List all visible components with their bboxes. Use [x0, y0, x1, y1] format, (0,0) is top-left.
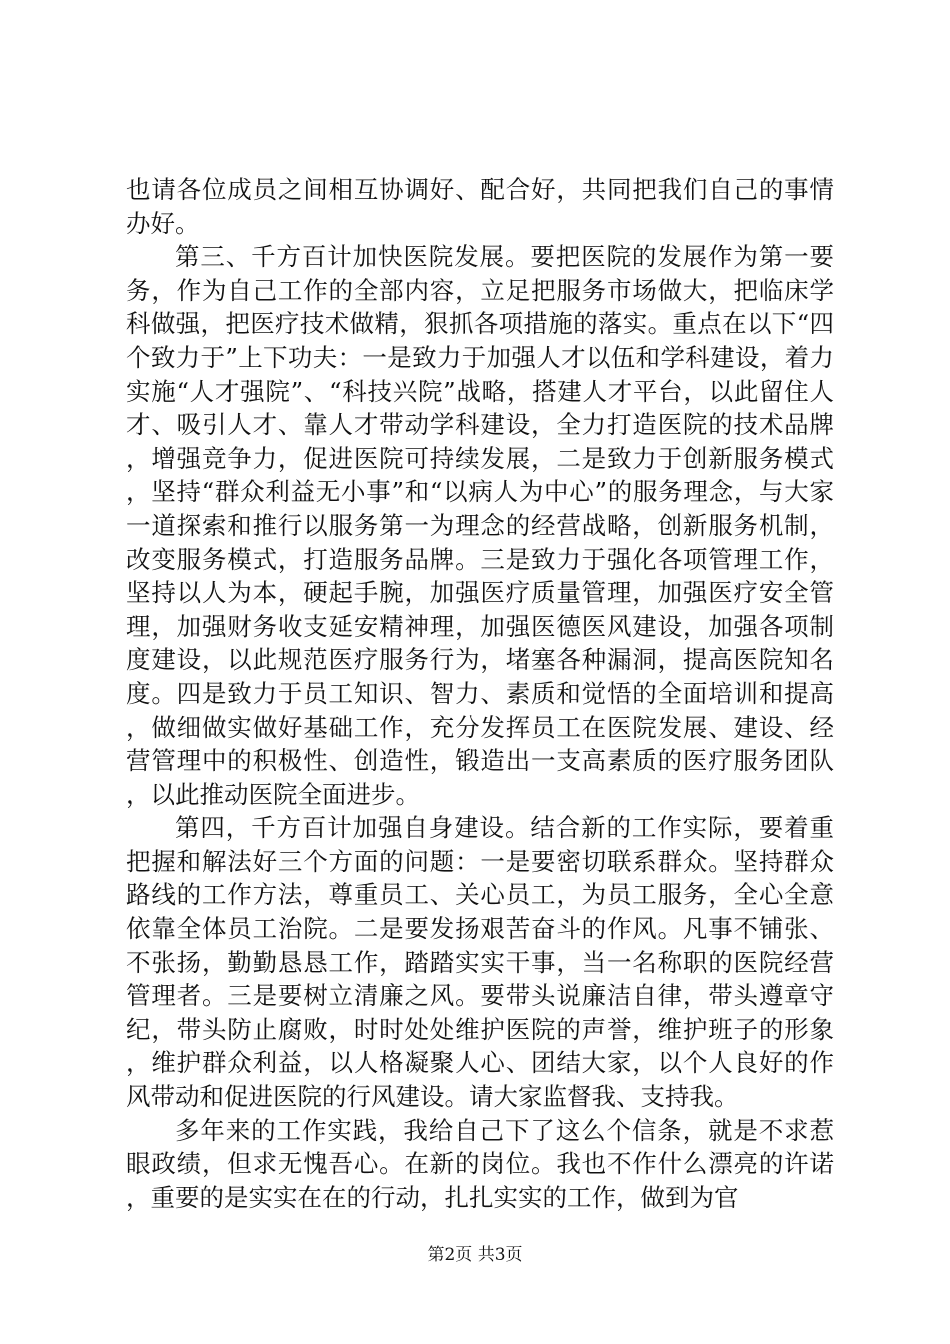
document-body: [126, 173, 834, 1214]
paragraph-closing: 多年来的工作实践，我给自己下了这么个信条，就是不求惹眼政绩，但求无愧吾心。在新的岗位。我也不作什么漂亮的许诺，重要的是实实在在的行动，扎扎实实的工作，做到为官: [126, 1115, 834, 1212]
page-number-footer: 第2页 共3页: [427, 1245, 523, 1265]
paragraph-third-point: 第三、千方百计加快医院发展。要把医院的发展作为第一要务，作为自己工作的全部内容，立足把服务市场做大，把临床学科做强，把医疗技术做精，狠抓各项措施的落实。重点在以下“四个致力于”上下功夫：一是致力于加强人才以伍和学科建设，着力实施“人才强院”、“科技兴院”战略，搭建人才平台，以此留住人才、吸引人才、靠人才带动学科建设，全力打造医院的技术品牌，增强竞争力，促进医院可持续发展，二是致力于创新服务模式，坚持“群众利益无小事”和“以病人为中心”的服务理念，与大家一道探索和推行以服务第一为理念的经营战略，创新服务机制，改变服务模式，打造服务品牌。三是致力于强化各项管理工作，坚持以人为本，硬起手腕，加强医疗质量管理，加强医疗安全管理，加强财务收支延安精神理，加强医德医风建设，加强各项制度建设，以此规范医疗服务行为，堵塞各种漏洞，提高医院知名度。四是致力于员工知识、智力、素质和觉悟的全面培训和提高，做细做实做好基础工作，充分发挥员工在医院发展、建设、经营管理中的积极性、创造性，锻造出一支高素质的医疗服务团队，以此推动医院全面进步。: [126, 242, 834, 809]
paragraph-fourth-point: 第四，千方百计加强自身建设。结合新的工作实际，要着重把握和解法好三个方面的问题：一是要密切联系群众。坚持群众路线的工作方法，尊重员工、关心员工，为员工服务，全心全意依靠全体员工治院。二是要发扬艰苦奋斗的作风。凡事不铺张、不张扬，勤勤恳恳工作，踏踏实实干事，当一名称职的医院经营管理者。三是要树立清廉之风。要带头说廉洁自律，带头遵章守纪，带头防止腐败，时时处处维护医院的声誉，维护班子的形象，维护群众利益，以人格凝聚人心、团结大家，以个人良好的作风带动和促进医院的行风建设。请大家监督我、支持我。: [126, 813, 834, 1112]
paragraph-continuation: 也请各位成员之间相互协调好、配合好，共同把我们自己的事情办好。: [126, 175, 834, 238]
